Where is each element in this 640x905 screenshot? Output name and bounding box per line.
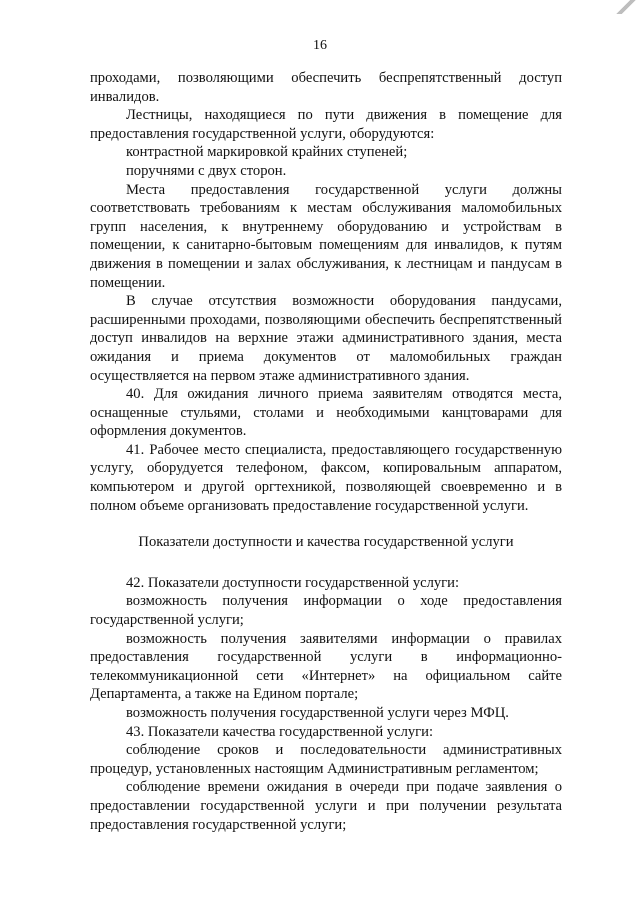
document-body [90,69,562,834]
paragraph: 43. Показатели качества государственной услуги: [126,723,434,740]
scan-corner-mark [616,0,638,14]
section-heading: Показатели доступности и качества государственной услуги [138,534,514,551]
paragraphs-after-heading [90,574,562,834]
page-number: 16 [313,38,327,53]
paragraph: возможность получения информации о ходе предоставления государственной услуги; [90,593,562,629]
paragraph: соблюдение сроков и последовательности административных процедур, установленных настоящим Административным регламентом; [90,742,562,777]
paragraph: возможность получения государственной услуги через МФЦ. [126,705,509,721]
paragraph: возможность получения заявителями информации о правилах предоставления государственной услуги в информационно-телекоммуникационной сети «Интернет» на официальном сайте Департамента, а также на Едином портале; [90,630,562,703]
paragraph: контрастной маркировкой крайних ступеней; [126,144,408,161]
paragraph: 40. Для ожидания личного приема заявителям отводятся места, оснащенные стульями, столами и необходимыми канцтоварами для оформления документов. [90,386,562,440]
paragraph: Лестницы, находящиеся по пути движения в помещение для предоставления государственной услуги, оборудуются: [90,107,562,142]
paragraph: поручнями с двух сторон. [126,162,287,179]
paragraph: 41. Рабочее место специалиста, предоставляющего государственную услугу, оборудуется телефоном, факсом, копировальным аппаратом, компьютером и другой оргтехникой, позволяющей своевременно и в полном объеме организовать предоставление государственной услуги. [90,441,562,514]
paragraph: В случае отсутствия возможности оборудования пандусами, расширенными проходами, позволяющими обеспечить беспрепятственный доступ инвалидов на верхние этажи административного здания, места ожидания и приема документов от маломобильных граждан осуществляется на первом этаже административного здания. [90,293,562,384]
paragraph: соблюдение времени ожидания в очереди при подаче заявления о предоставлении государственной услуги и при получении результата предоставления государственной услуги; [90,779,562,833]
paragraphs-before-heading [90,69,562,515]
paragraph: проходами, позволяющими обеспечить беспрепятственный доступ инвалидов. [90,70,562,105]
paragraph: Места предоставления государственной услуги должны соответствовать требованиям к местам обслуживания маломобильных групп населения, к внутреннему оборудованию и устройствам в помещении, к санитарно-бытовым помещениям для инвалидов, к путям движения в помещении и залах обслуживания, к лестницам и пандусам в помещении. [90,181,562,291]
paragraph: 42. Показатели доступности государственной услуги: [126,574,460,591]
